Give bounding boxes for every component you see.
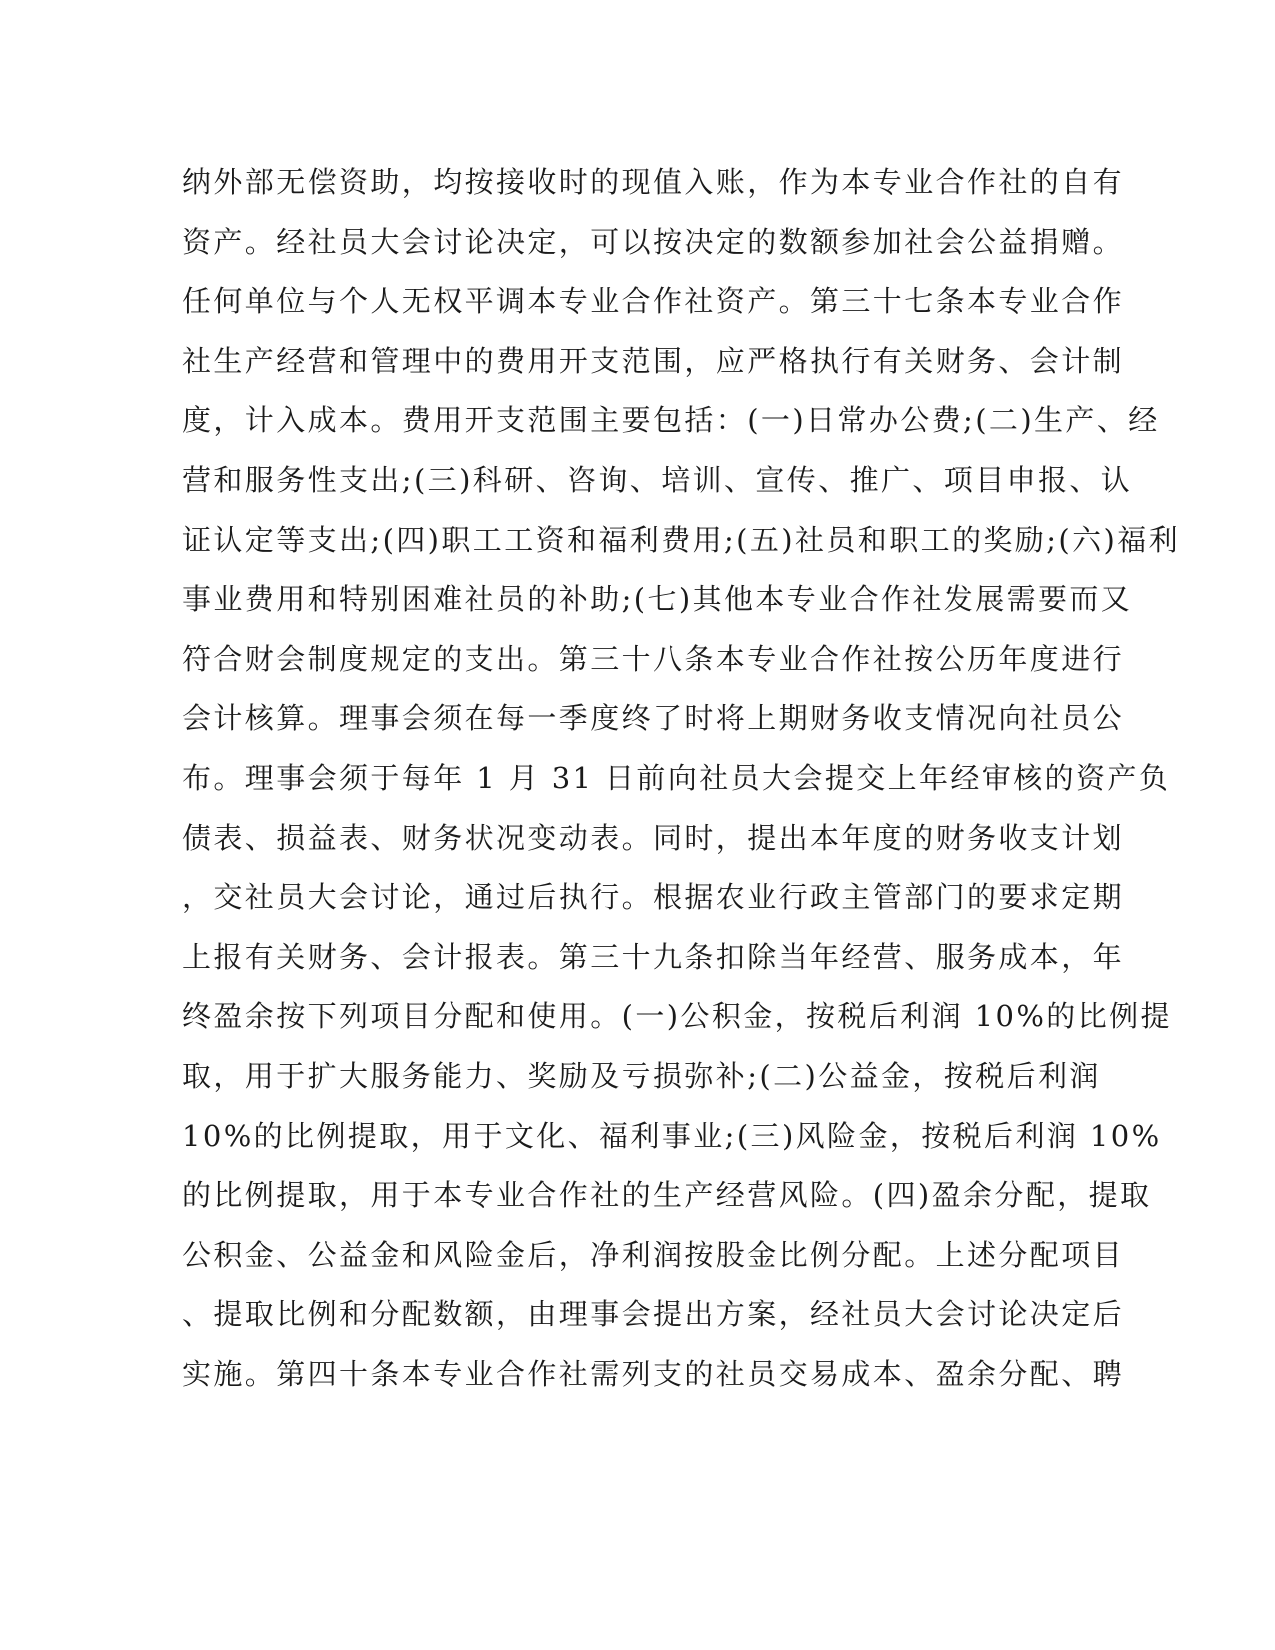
text-line: 取，用于扩大服务能力、奖励及亏损弥补;(二)公益金，按税后利润 [182,1058,1101,1093]
text-line: 终盈余按下列项目分配和使用。(一)公积金，按税后利润 10%的比例提 [182,999,1172,1034]
text-line: 社生产经营和管理中的费用开支范围，应严格执行有关财务、会计制 [182,343,1125,378]
text-line: 会计核算。理事会须在每一季度终了时将上期财务收支情况向社员公 [182,701,1125,736]
text-line: 资产。经社员大会讨论决定，可以按决定的数额参加社会公益捐赠。 [182,224,1125,259]
text-line: ，交社员大会讨论，通过后执行。根据农业行政主管部门的要求定期 [182,880,1125,915]
text-line: 的比例提取，用于本专业合作社的生产经营风险。(四)盈余分配，提取 [182,1178,1152,1213]
text-line: 、提取比例和分配数额，由理事会提出方案，经社员大会讨论决定后 [182,1297,1125,1332]
text-line: 实施。第四十条本专业合作社需列支的社员交易成本、盈余分配、聘 [182,1356,1125,1391]
body-text [182,162,1180,1413]
text-line: 债表、损益表、财务状况变动表。同时，提出本年度的财务收支计划 [182,820,1125,855]
text-line: 公积金、公益金和风险金后，净利润按股金比例分配。上述分配项目 [182,1237,1125,1272]
text-line: 符合财会制度规定的支出。第三十八条本专业合作社按公历年度进行 [182,641,1125,676]
text-line: 10%的比例提取，用于文化、福利事业;(三)风险金，按税后利润 10% [182,1118,1162,1153]
text-line: 度，计入成本。费用开支范围主要包括：(一)日常办公费;(二)生产、经 [182,403,1160,438]
text-line: 布。理事会须于每年 1 月 31 日前向社员大会提交上年经审核的资产负 [182,760,1171,795]
text-line: 事业费用和特别困难社员的补助;(七)其他本专业合作社发展需要而又 [182,582,1133,617]
text-line: 任何单位与个人无权平调本专业合作社资产。第三十七条本专业合作 [182,284,1125,319]
text-line: 营和服务性支出;(三)科研、咨询、培训、宣传、推广、项目申报、认 [182,462,1133,497]
text-line: 纳外部无偿资助，均按接收时的现值入账，作为本专业合作社的自有 [182,165,1125,199]
text-line: 上报有关财务、会计报表。第三十九条扣除当年经营、服务成本，年 [182,939,1125,974]
text-line: 证认定等支出;(四)职工工资和福利费用;(五)社员和职工的奖励;(六)福利 [182,522,1180,557]
